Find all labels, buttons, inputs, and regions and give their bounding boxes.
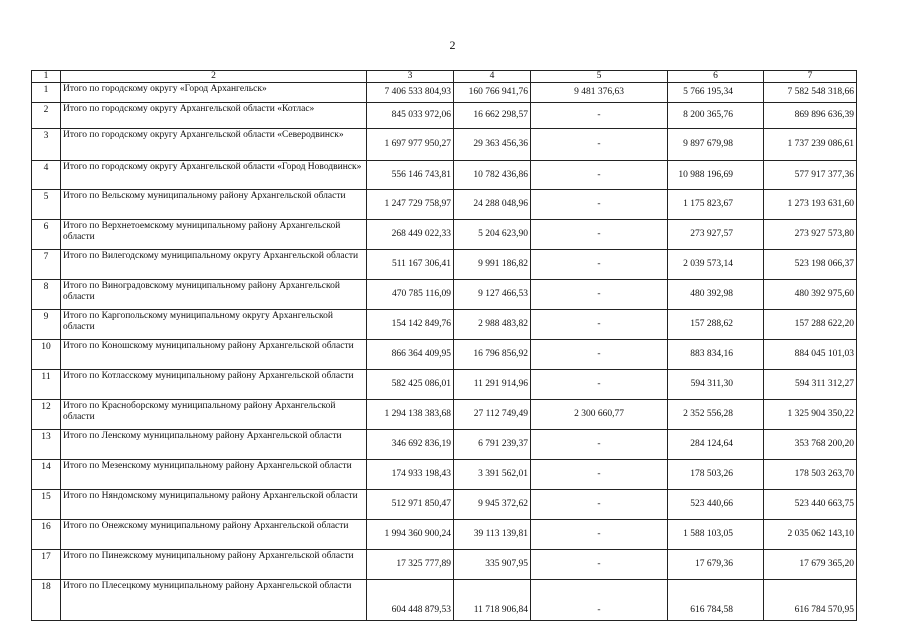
value-col-7: 884 045 101,03 — [764, 340, 857, 370]
value-col-7: 17 679 365,20 — [764, 550, 857, 580]
value-col-6: 616 784,58 — [668, 580, 764, 621]
value-col-6: 17 679,36 — [668, 550, 764, 580]
header-cell: 6 — [668, 71, 764, 83]
value-col-6: 594 311,30 — [668, 370, 764, 400]
value-col-3: 154 142 849,76 — [367, 310, 454, 340]
value-col-5: - — [531, 103, 668, 129]
value-col-4: 16 662 298,57 — [454, 103, 531, 129]
value-col-7: 1 273 193 631,60 — [764, 190, 857, 220]
value-col-3: 866 364 409,95 — [367, 340, 454, 370]
value-col-4: 11 718 906,84 — [454, 580, 531, 621]
table-body — [32, 71, 857, 621]
table-row — [32, 161, 857, 190]
value-col-6: 178 503,26 — [668, 460, 764, 490]
value-col-5: 2 300 660,77 — [531, 400, 668, 430]
value-col-4: 9 945 372,62 — [454, 490, 531, 520]
table-row — [32, 310, 857, 340]
row-number: 14 — [32, 460, 61, 490]
header-cell: 4 — [454, 71, 531, 83]
value-col-7: 2 035 062 143,10 — [764, 520, 857, 550]
header-cell: 5 — [531, 71, 668, 83]
row-number: 18 — [32, 580, 61, 621]
row-number: 17 — [32, 550, 61, 580]
value-col-7: 869 896 636,39 — [764, 103, 857, 129]
value-col-3: 511 167 306,41 — [367, 250, 454, 280]
row-number: 16 — [32, 520, 61, 550]
row-name: Итого по Каргопольскому муниципальному округу Архангельской области — [61, 310, 367, 340]
value-col-6: 8 200 365,76 — [668, 103, 764, 129]
value-col-5: - — [531, 220, 668, 250]
value-col-6: 284 124,64 — [668, 430, 764, 460]
row-name: Итого по Вельскому муниципальному району Архангельской области — [61, 190, 367, 220]
value-col-3: 1 247 729 758,97 — [367, 190, 454, 220]
value-col-5: - — [531, 250, 668, 280]
table-row — [32, 430, 857, 460]
table-row — [32, 190, 857, 220]
row-number: 3 — [32, 129, 61, 161]
value-col-5: - — [531, 310, 668, 340]
row-name: Итого по Мезенскому муниципальному району Архангельской области — [61, 460, 367, 490]
page-number: 2 — [449, 38, 456, 52]
value-col-5: - — [531, 490, 668, 520]
row-name: Итого по Плесецкому муниципальному району Архангельской области — [61, 580, 367, 621]
value-col-7: 178 503 263,70 — [764, 460, 857, 490]
table-row — [32, 550, 857, 580]
value-col-5: - — [531, 129, 668, 161]
row-number: 5 — [32, 190, 61, 220]
header-cell: 1 — [32, 71, 61, 83]
value-col-3: 268 449 022,33 — [367, 220, 454, 250]
value-col-4: 160 766 941,76 — [454, 83, 531, 103]
table-row — [32, 280, 857, 310]
value-col-3: 346 692 836,19 — [367, 430, 454, 460]
table-row — [32, 220, 857, 250]
value-col-5: - — [531, 280, 668, 310]
table-row — [32, 83, 857, 103]
row-number: 7 — [32, 250, 61, 280]
value-col-4: 11 291 914,96 — [454, 370, 531, 400]
row-name: Итого по Верхнетоемскому муниципальному району Архангельской области — [61, 220, 367, 250]
value-col-7: 480 392 975,60 — [764, 280, 857, 310]
value-col-3: 470 785 116,09 — [367, 280, 454, 310]
value-col-4: 9 991 186,82 — [454, 250, 531, 280]
value-col-6: 2 352 556,28 — [668, 400, 764, 430]
value-col-6: 5 766 195,34 — [668, 83, 764, 103]
row-name: Итого по Няндомскому муниципальному району Архангельской области — [61, 490, 367, 520]
value-col-6: 883 834,16 — [668, 340, 764, 370]
row-name: Итого по Вилегодскому муниципальному округу Архангельской области — [61, 250, 367, 280]
value-col-6: 9 897 679,98 — [668, 129, 764, 161]
header-cell: 3 — [367, 71, 454, 83]
table-row — [32, 129, 857, 161]
value-col-6: 1 588 103,05 — [668, 520, 764, 550]
row-number: 4 — [32, 161, 61, 190]
row-name: Итого по Виноградовскому муниципальному району Архангельской области — [61, 280, 367, 310]
row-name: Итого по городскому округу Архангельской области «Котлас» — [61, 103, 367, 129]
value-col-5: - — [531, 370, 668, 400]
value-col-4: 24 288 048,96 — [454, 190, 531, 220]
row-number: 6 — [32, 220, 61, 250]
header-cell: 7 — [764, 71, 857, 83]
value-col-5: - — [531, 550, 668, 580]
value-col-7: 577 917 377,36 — [764, 161, 857, 190]
table-row — [32, 460, 857, 490]
value-col-5: - — [531, 580, 668, 621]
value-col-7: 1 325 904 350,22 — [764, 400, 857, 430]
value-col-3: 1 697 977 950,27 — [367, 129, 454, 161]
row-number: 11 — [32, 370, 61, 400]
table-row — [32, 490, 857, 520]
table-row — [32, 103, 857, 129]
value-col-5: - — [531, 520, 668, 550]
table-row — [32, 370, 857, 400]
value-col-7: 523 440 663,75 — [764, 490, 857, 520]
value-col-4: 16 796 856,92 — [454, 340, 531, 370]
value-col-4: 2 988 483,82 — [454, 310, 531, 340]
value-col-7: 523 198 066,37 — [764, 250, 857, 280]
row-number: 10 — [32, 340, 61, 370]
value-col-3: 1 294 138 383,68 — [367, 400, 454, 430]
value-col-6: 2 039 573,14 — [668, 250, 764, 280]
value-col-5: 9 481 376,63 — [531, 83, 668, 103]
value-col-6: 273 927,57 — [668, 220, 764, 250]
value-col-7: 616 784 570,95 — [764, 580, 857, 621]
value-col-6: 1 175 823,67 — [668, 190, 764, 220]
row-name: Итого по городскому округу Архангельской области «Северодвинск» — [61, 129, 367, 161]
value-col-6: 10 988 196,69 — [668, 161, 764, 190]
value-col-6: 480 392,98 — [668, 280, 764, 310]
value-col-3: 512 971 850,47 — [367, 490, 454, 520]
value-col-3: 1 994 360 900,24 — [367, 520, 454, 550]
table-row — [32, 400, 857, 430]
value-col-3: 556 146 743,81 — [367, 161, 454, 190]
row-number: 8 — [32, 280, 61, 310]
row-number: 13 — [32, 430, 61, 460]
value-col-7: 273 927 573,80 — [764, 220, 857, 250]
row-name: Итого по Онежскому муниципальному району Архангельской области — [61, 520, 367, 550]
table-row — [32, 520, 857, 550]
row-name: Итого по городскому округу Архангельской области «Город Новодвинск» — [61, 161, 367, 190]
row-number: 15 — [32, 490, 61, 520]
value-col-4: 27 112 749,49 — [454, 400, 531, 430]
value-col-7: 157 288 622,20 — [764, 310, 857, 340]
value-col-7: 1 737 239 086,61 — [764, 129, 857, 161]
value-col-5: - — [531, 340, 668, 370]
value-col-3: 174 933 198,43 — [367, 460, 454, 490]
value-col-3: 7 406 533 804,93 — [367, 83, 454, 103]
value-col-5: - — [531, 161, 668, 190]
value-col-4: 3 391 562,01 — [454, 460, 531, 490]
value-col-6: 157 288,62 — [668, 310, 764, 340]
row-number: 1 — [32, 83, 61, 103]
row-name: Итого по Котласскому муниципальному району Архангельской области — [61, 370, 367, 400]
summary-table — [31, 70, 857, 621]
value-col-3: 582 425 086,01 — [367, 370, 454, 400]
row-number: 12 — [32, 400, 61, 430]
value-col-5: - — [531, 190, 668, 220]
row-name: Итого по Красноборскому муниципальному району Архангельской области — [61, 400, 367, 430]
value-col-5: - — [531, 430, 668, 460]
value-col-4: 335 907,95 — [454, 550, 531, 580]
row-number: 2 — [32, 103, 61, 129]
value-col-4: 6 791 239,37 — [454, 430, 531, 460]
value-col-3: 17 325 777,89 — [367, 550, 454, 580]
value-col-4: 5 204 623,90 — [454, 220, 531, 250]
table-header-row — [32, 71, 857, 83]
table-row — [32, 340, 857, 370]
header-cell: 2 — [61, 71, 367, 83]
row-name: Итого по Ленскому муниципальному району Архангельской области — [61, 430, 367, 460]
row-number: 9 — [32, 310, 61, 340]
table-row — [32, 580, 857, 621]
value-col-4: 39 113 139,81 — [454, 520, 531, 550]
value-col-7: 353 768 200,20 — [764, 430, 857, 460]
value-col-3: 604 448 879,53 — [367, 580, 454, 621]
value-col-6: 523 440,66 — [668, 490, 764, 520]
table-row — [32, 250, 857, 280]
value-col-5: - — [531, 460, 668, 490]
value-col-4: 10 782 436,86 — [454, 161, 531, 190]
value-col-7: 7 582 548 318,66 — [764, 83, 857, 103]
value-col-4: 9 127 466,53 — [454, 280, 531, 310]
value-col-3: 845 033 972,06 — [367, 103, 454, 129]
value-col-4: 29 363 456,36 — [454, 129, 531, 161]
row-name: Итого по Коношскому муниципальному району Архангельской области — [61, 340, 367, 370]
row-name: Итого по Пинежскому муниципальному району Архангельской области — [61, 550, 367, 580]
row-name: Итого по городскому округу «Город Архангельск» — [61, 83, 367, 103]
value-col-7: 594 311 312,27 — [764, 370, 857, 400]
